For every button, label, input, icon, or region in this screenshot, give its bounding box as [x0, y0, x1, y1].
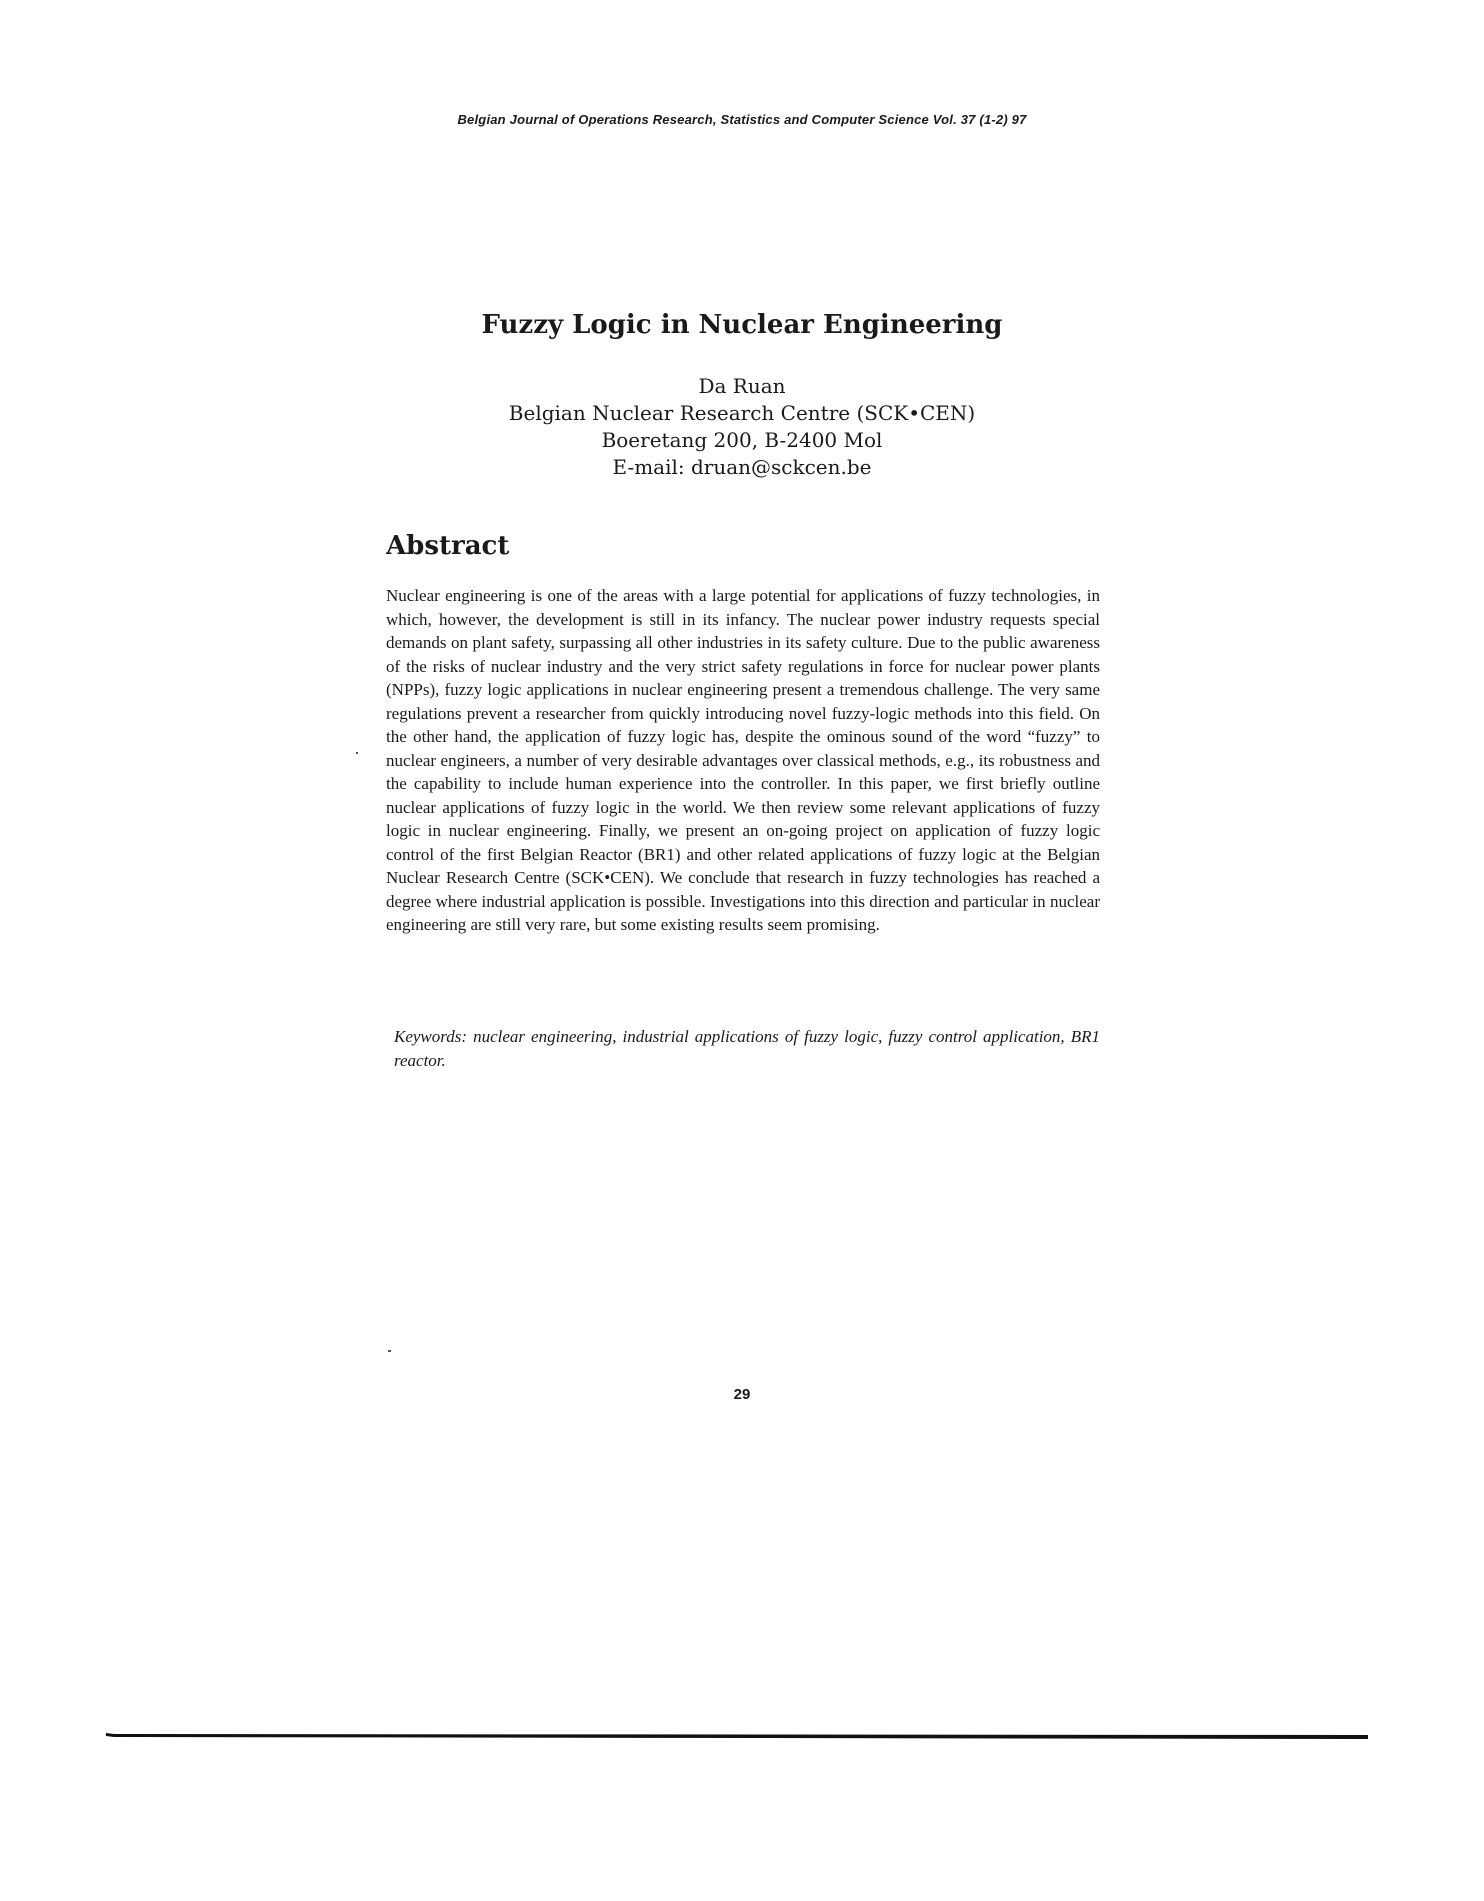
bottom-scan-rule	[106, 1730, 1368, 1740]
author-address: Boeretang 200, B-2400 Mol	[601, 428, 883, 452]
running-header: Belgian Journal of Operations Research, Statistics and Computer Science Vol. 37 (1-2) 97	[457, 112, 1027, 127]
bottom-scan-rule-line	[106, 1733, 1368, 1739]
paper-title: Fuzzy Logic in Nuclear Engineering	[481, 310, 1003, 340]
abstract-heading: Abstract	[386, 531, 510, 561]
abstract-text: Nuclear engineering is one of the areas with a large potential for applications of fuzzy technologies, in which, however, the development is still in its infancy. The nuclear power industry requests special demands on plant safety, surpassing all other industries in its safety culture. Due to the public awareness of the risks of nuclear industry and the very strict safety regulations in force for nuclear power plants (NPPs), fuzzy logic applications in nuclear engineering present a tremendous challenge. The very same regulations prevent a researcher from quickly introducing novel fuzzy-logic methods into this field. On the other hand, the application of fuzzy logic has, despite the ominous sound of the word “fuzzy” to nuclear engineers, a number of very desirable advantages over classical methods, e.g., its robustness and the capability to include human experience into the controller. In this paper, we first briefly outline nuclear applications of fuzzy logic in the world. We then review some relevant applications of fuzzy logic in nuclear engineering. Finally, we present an on-going project on application of fuzzy logic control of the first Belgian Reactor (BR1) and other related applications of fuzzy logic at the Belgian Nuclear Research Centre (SCK•CEN). We conclude that research in fuzzy technologies has reached a degree where industrial application is possible. Investigations into this direction and particular in nuclear engineering are still very rare, but some existing results seem promising.	[386, 586, 1100, 934]
scan-speck	[356, 752, 358, 754]
keywords: Keywords: nuclear engineering, industrial applications of fuzzy logic, fuzzy control application, BR1 reactor.	[394, 1027, 1100, 1070]
scan-speck	[388, 1350, 391, 1352]
author-email: E-mail: druan@sckcen.be	[612, 455, 872, 479]
author-block	[0, 373, 1484, 481]
page-number: 29	[733, 1386, 751, 1403]
author-name: Da Ruan	[698, 374, 786, 398]
author-affiliation: Belgian Nuclear Research Centre (SCK•CEN)	[508, 401, 976, 425]
